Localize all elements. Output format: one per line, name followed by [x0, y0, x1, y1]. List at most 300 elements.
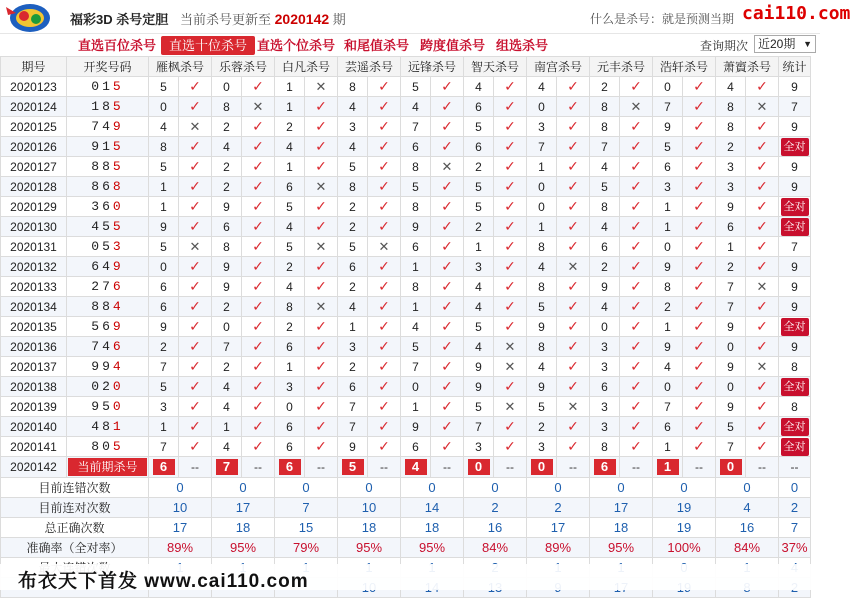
table-row — [1, 297, 811, 317]
check-icon: ✓ — [305, 357, 338, 377]
stats-value: 84% — [716, 538, 779, 558]
winning-number — [67, 117, 149, 137]
stats-value: 10 — [338, 498, 401, 518]
check-icon: ✓ — [368, 377, 401, 397]
kill-number: 4 — [401, 317, 431, 337]
winning-digit: 8 — [102, 159, 113, 174]
check-icon: ✓ — [431, 337, 464, 357]
kill-number: 5 — [149, 237, 179, 257]
check-icon: ✓ — [368, 317, 401, 337]
kill-number: 7 — [653, 397, 683, 417]
kill-number: 9 — [716, 317, 746, 337]
check-icon: ✓ — [431, 137, 464, 157]
kill-number: 6 — [464, 97, 494, 117]
winning-digit: 7 — [91, 119, 103, 134]
winning-digit: 5 — [112, 139, 124, 154]
kill-number: 4 — [212, 437, 242, 457]
check-icon: ✓ — [494, 137, 527, 157]
check-icon: ✓ — [683, 77, 716, 97]
check-icon: ✓ — [683, 377, 716, 397]
top-bar — [0, 0, 850, 34]
stat-cell — [779, 197, 811, 217]
stats-value: 0 — [590, 478, 653, 498]
check-icon: ✓ — [368, 117, 401, 137]
stats-row — [1, 538, 811, 558]
check-icon: ✓ — [683, 317, 716, 337]
kill-number: 2 — [212, 157, 242, 177]
check-icon: ✓ — [242, 77, 275, 97]
check-icon: ✓ — [494, 417, 527, 437]
kill-number: 0 — [401, 377, 431, 397]
stats-value: 2 — [464, 498, 527, 518]
check-icon: ✓ — [620, 197, 653, 217]
check-icon: ✓ — [242, 357, 275, 377]
check-icon: ✓ — [620, 137, 653, 157]
kill-number: 2 — [338, 277, 368, 297]
stats-value: 10 — [149, 498, 212, 518]
kill-number: 0 — [149, 97, 179, 117]
stat-cell: 7 — [779, 97, 811, 117]
winning-digit: 9 — [91, 139, 103, 154]
kill-number: 5 — [527, 297, 557, 317]
check-icon: ✓ — [494, 237, 527, 257]
kill-number: 4 — [590, 157, 620, 177]
check-icon: ✓ — [494, 377, 527, 397]
placeholder-cell: -- — [179, 457, 212, 478]
current-kill-cell — [590, 457, 620, 478]
stats-value: 17 — [590, 498, 653, 518]
table-row — [1, 317, 811, 337]
cross-icon: ✕ — [305, 177, 338, 197]
current-kill-cell — [401, 457, 431, 478]
kill-number: 9 — [716, 197, 746, 217]
winning-digit: 0 — [112, 199, 124, 214]
kill-number: 7 — [149, 357, 179, 377]
tab-sum-tail-kill[interactable]: 和尾值杀号 — [344, 38, 410, 53]
kill-number: 4 — [464, 297, 494, 317]
kill-number: 1 — [338, 317, 368, 337]
stats-value: 0 — [464, 478, 527, 498]
kill-number: 4 — [527, 257, 557, 277]
table-row — [1, 437, 811, 457]
check-icon: ✓ — [431, 297, 464, 317]
stats-value: 18 — [338, 518, 401, 538]
check-icon: ✓ — [746, 257, 779, 277]
placeholder-cell: -- — [368, 457, 401, 478]
winning-digit: 8 — [91, 439, 103, 454]
check-icon: ✓ — [746, 157, 779, 177]
tab-tens-kill[interactable]: 直选十位杀号 — [161, 36, 255, 55]
period-filter-label: 查询期次 — [700, 39, 749, 53]
check-icon: ✓ — [683, 237, 716, 257]
stat-cell — [779, 137, 811, 157]
table-row — [1, 377, 811, 397]
winning-digit: 6 — [91, 259, 103, 274]
check-icon: ✓ — [368, 177, 401, 197]
cross-icon: ✕ — [746, 97, 779, 117]
cross-icon: ✕ — [494, 357, 527, 377]
kill-number: 3 — [527, 117, 557, 137]
kill-number: 2 — [212, 297, 242, 317]
check-icon: ✓ — [305, 137, 338, 157]
check-icon: ✓ — [431, 97, 464, 117]
period-cell: 2020129 — [1, 197, 67, 217]
col-period: 期号 — [1, 57, 67, 77]
check-icon: ✓ — [242, 177, 275, 197]
winning-digit: 6 — [112, 279, 124, 294]
check-icon: ✓ — [620, 437, 653, 457]
check-icon: ✓ — [305, 337, 338, 357]
kill-number: 6 — [338, 257, 368, 277]
col-expert: 乐蓉杀号 — [212, 57, 275, 77]
check-icon: ✓ — [746, 417, 779, 437]
winning-number — [67, 177, 149, 197]
kill-number: 8 — [401, 157, 431, 177]
table-row — [1, 137, 811, 157]
period-cell: 2020141 — [1, 437, 67, 457]
stats-value: 14 — [401, 498, 464, 518]
check-icon: ✓ — [494, 297, 527, 317]
check-icon: ✓ — [620, 257, 653, 277]
check-icon: ✓ — [368, 77, 401, 97]
period-cell: 2020124 — [1, 97, 67, 117]
kill-number: 1 — [275, 157, 305, 177]
check-icon: ✓ — [305, 197, 338, 217]
winning-digit: 0 — [112, 379, 124, 394]
check-icon: ✓ — [179, 397, 212, 417]
check-icon: ✓ — [179, 357, 212, 377]
cross-icon: ✕ — [431, 157, 464, 177]
kill-number: 6 — [338, 377, 368, 397]
current-kill-cell — [716, 457, 746, 478]
kill-number: 9 — [401, 217, 431, 237]
kill-number: 6 — [716, 217, 746, 237]
winning-digit: 6 — [102, 199, 113, 214]
kill-number: 2 — [653, 297, 683, 317]
winning-digit: 5 — [102, 399, 113, 414]
kill-number: 3 — [149, 397, 179, 417]
winning-number — [67, 237, 149, 257]
check-icon: ✓ — [305, 437, 338, 457]
check-icon: ✓ — [620, 277, 653, 297]
kill-number: 4 — [338, 97, 368, 117]
kill-number: 3 — [590, 357, 620, 377]
stats-label: 目前连错次数 — [1, 478, 149, 498]
stats-value: 19 — [653, 498, 716, 518]
kill-number: 5 — [464, 117, 494, 137]
kill-number: 6 — [275, 437, 305, 457]
kill-number: 9 — [212, 197, 242, 217]
kill-number: 9 — [212, 257, 242, 277]
stat-cell — [779, 377, 811, 397]
winning-number — [67, 197, 149, 217]
kill-number: 3 — [653, 177, 683, 197]
kill-number: 6 — [212, 217, 242, 237]
check-icon: ✓ — [179, 317, 212, 337]
kill-number: 9 — [149, 217, 179, 237]
check-icon: ✓ — [620, 77, 653, 97]
check-icon: ✓ — [620, 297, 653, 317]
check-icon: ✓ — [179, 377, 212, 397]
check-icon: ✓ — [683, 197, 716, 217]
kill-number: 9 — [464, 357, 494, 377]
check-icon: ✓ — [368, 197, 401, 217]
check-icon: ✓ — [683, 337, 716, 357]
kill-number: 4 — [275, 277, 305, 297]
check-icon: ✓ — [620, 177, 653, 197]
winning-digit: 5 — [102, 239, 113, 254]
tab-span-kill[interactable]: 跨度值杀号 — [420, 38, 486, 53]
check-icon: ✓ — [431, 397, 464, 417]
check-icon: ✓ — [557, 377, 590, 397]
check-icon: ✓ — [683, 117, 716, 137]
stat-cell: 9 — [779, 257, 811, 277]
check-icon: ✓ — [746, 437, 779, 457]
kill-number: 1 — [464, 237, 494, 257]
stats-label: 总正确次数 — [1, 518, 149, 538]
kill-number: 1 — [716, 237, 746, 257]
winning-digit: 9 — [91, 399, 103, 414]
cross-icon: ✕ — [242, 97, 275, 117]
period-cell: 2020131 — [1, 237, 67, 257]
placeholder-cell: -- — [779, 457, 811, 478]
cross-icon: ✕ — [557, 397, 590, 417]
kill-number: 2 — [527, 417, 557, 437]
kill-number: 4 — [338, 297, 368, 317]
kill-number: 5 — [401, 337, 431, 357]
winning-digit: 5 — [112, 219, 124, 234]
stats-value: 17 — [527, 518, 590, 538]
kill-number: 8 — [212, 97, 242, 117]
kill-number: 8 — [149, 137, 179, 157]
kill-number: 7 — [401, 117, 431, 137]
check-icon: ✓ — [620, 237, 653, 257]
current-kill-number: 7 — [216, 459, 238, 475]
logo-icon — [2, 1, 62, 33]
check-icon: ✓ — [746, 377, 779, 397]
footer-watermark: 布衣天下首发 www.cai110.com — [0, 564, 820, 590]
col-winning: 开奖号码 — [67, 57, 149, 77]
winning-digit: 4 — [112, 299, 124, 314]
check-icon: ✓ — [179, 417, 212, 437]
kill-number: 9 — [653, 257, 683, 277]
winning-digit: 9 — [112, 319, 124, 334]
kill-number: 4 — [401, 97, 431, 117]
check-icon: ✓ — [683, 297, 716, 317]
kill-number: 9 — [716, 357, 746, 377]
kill-number: 5 — [149, 77, 179, 97]
check-icon: ✓ — [179, 337, 212, 357]
winning-digit: 1 — [102, 79, 113, 94]
kill-number: 1 — [527, 217, 557, 237]
kill-number: 3 — [338, 337, 368, 357]
cross-icon: ✕ — [305, 77, 338, 97]
update-issue: 2020142 — [274, 11, 330, 27]
check-icon: ✓ — [683, 357, 716, 377]
kill-number: 4 — [464, 337, 494, 357]
check-icon: ✓ — [179, 77, 212, 97]
cross-icon: ✕ — [494, 397, 527, 417]
kill-number: 7 — [464, 417, 494, 437]
current-kill-number: 0 — [720, 459, 742, 475]
check-icon: ✓ — [242, 117, 275, 137]
kill-number: 8 — [401, 197, 431, 217]
kill-number: 3 — [338, 117, 368, 137]
winning-digit: 5 — [112, 79, 124, 94]
kill-number: 3 — [464, 257, 494, 277]
tab-units-kill[interactable]: 直选个位杀号 — [257, 38, 336, 53]
check-icon: ✓ — [368, 417, 401, 437]
check-icon: ✓ — [431, 237, 464, 257]
kill-number: 0 — [527, 197, 557, 217]
current-kill-number: 0 — [468, 459, 490, 475]
winning-number — [67, 417, 149, 437]
kill-number: 9 — [527, 317, 557, 337]
kill-number: 8 — [590, 117, 620, 137]
stat-cell: 9 — [779, 157, 811, 177]
kill-number: 9 — [653, 337, 683, 357]
check-icon: ✓ — [305, 377, 338, 397]
winning-digit: 9 — [102, 359, 113, 374]
col-expert: 芸遥杀号 — [338, 57, 401, 77]
stats-value: 0 — [716, 478, 779, 498]
stats-value: 95% — [338, 538, 401, 558]
kill-number: 0 — [149, 257, 179, 277]
table-body — [1, 77, 811, 598]
stats-value: 89% — [527, 538, 590, 558]
check-icon: ✓ — [683, 157, 716, 177]
kill-number: 3 — [590, 417, 620, 437]
kill-number: 0 — [653, 77, 683, 97]
current-kill-button[interactable]: 当前期杀号 — [68, 458, 147, 476]
current-kill-cell — [527, 457, 557, 478]
stats-value: 95% — [401, 538, 464, 558]
winning-digit: 6 — [102, 319, 113, 334]
kill-number: 1 — [401, 257, 431, 277]
stats-value: 0 — [653, 478, 716, 498]
stats-row — [1, 478, 811, 498]
check-icon: ✓ — [305, 157, 338, 177]
kill-number: 6 — [149, 277, 179, 297]
check-icon: ✓ — [242, 277, 275, 297]
check-icon: ✓ — [368, 437, 401, 457]
period-cell: 2020127 — [1, 157, 67, 177]
kill-number: 1 — [149, 197, 179, 217]
stats-label: 准确率（全对率） — [1, 538, 149, 558]
check-icon: ✓ — [179, 257, 212, 277]
winning-digit: 8 — [112, 179, 124, 194]
period-cell: 2020128 — [1, 177, 67, 197]
table-row — [1, 337, 811, 357]
period-select[interactable]: 近20期 ▼ — [754, 35, 816, 53]
stats-value: 2 — [527, 498, 590, 518]
stats-value: 0 — [338, 478, 401, 498]
period-cell: 2020136 — [1, 337, 67, 357]
kill-number: 1 — [149, 177, 179, 197]
winning-digit: 7 — [102, 279, 113, 294]
check-icon: ✓ — [746, 217, 779, 237]
stats-value: 37% — [779, 538, 811, 558]
tab-hundreds-kill[interactable]: 直选百位杀号 — [78, 38, 157, 53]
period-cell: 2020134 — [1, 297, 67, 317]
check-icon: ✓ — [746, 177, 779, 197]
stats-value: 0 — [212, 478, 275, 498]
help-hint-link[interactable]: 什么是杀号：就是预测当期 — [590, 12, 735, 26]
kill-number: 0 — [527, 97, 557, 117]
table-row — [1, 157, 811, 177]
kill-number: 4 — [149, 117, 179, 137]
kill-number: 2 — [590, 77, 620, 97]
kill-number: 3 — [590, 397, 620, 417]
current-kill-cell — [464, 457, 494, 478]
check-icon: ✓ — [494, 317, 527, 337]
all-correct-badge: 全对 — [781, 438, 809, 456]
check-icon: ✓ — [620, 357, 653, 377]
check-icon: ✓ — [242, 157, 275, 177]
table-row — [1, 117, 811, 137]
check-icon: ✓ — [179, 97, 212, 117]
current-kill-cell — [275, 457, 305, 478]
kill-number: 4 — [527, 357, 557, 377]
col-expert: 浩轩杀号 — [653, 57, 716, 77]
check-icon: ✓ — [179, 437, 212, 457]
placeholder-cell: -- — [683, 457, 716, 478]
period-cell: 2020130 — [1, 217, 67, 237]
check-icon: ✓ — [620, 397, 653, 417]
check-icon: ✓ — [368, 297, 401, 317]
kill-number: 9 — [590, 277, 620, 297]
kill-number: 6 — [401, 437, 431, 457]
kill-number: 8 — [716, 97, 746, 117]
tab-group-kill[interactable]: 组选杀号 — [496, 38, 549, 53]
kill-number: 3 — [716, 177, 746, 197]
current-kill-cell — [338, 457, 368, 478]
winning-digit: 8 — [102, 419, 113, 434]
winning-digit: 5 — [91, 319, 103, 334]
kill-number: 4 — [464, 77, 494, 97]
cross-icon: ✕ — [179, 117, 212, 137]
check-icon: ✓ — [746, 297, 779, 317]
kill-number: 4 — [275, 137, 305, 157]
check-icon: ✓ — [305, 217, 338, 237]
kill-number: 7 — [338, 417, 368, 437]
update-status: 当前杀号更新至 2020142 期 — [180, 11, 346, 27]
cross-icon: ✕ — [305, 297, 338, 317]
kill-number: 7 — [716, 277, 746, 297]
check-icon: ✓ — [683, 277, 716, 297]
stat-cell: 9 — [779, 117, 811, 137]
all-correct-badge: 全对 — [781, 218, 809, 236]
table-row — [1, 257, 811, 277]
check-icon: ✓ — [242, 137, 275, 157]
check-icon: ✓ — [494, 117, 527, 137]
check-icon: ✓ — [431, 317, 464, 337]
stats-value: 19 — [653, 518, 716, 538]
stat-cell — [779, 417, 811, 437]
winning-digit: 9 — [112, 119, 124, 134]
kill-number: 7 — [590, 137, 620, 157]
stats-value: 17 — [149, 518, 212, 538]
kill-number: 2 — [716, 257, 746, 277]
check-icon: ✓ — [683, 257, 716, 277]
current-label-cell — [67, 457, 149, 478]
kill-number: 8 — [338, 177, 368, 197]
check-icon: ✓ — [305, 317, 338, 337]
kill-number: 6 — [401, 137, 431, 157]
all-correct-badge: 全对 — [781, 138, 809, 156]
check-icon: ✓ — [368, 137, 401, 157]
kill-number: 8 — [527, 237, 557, 257]
